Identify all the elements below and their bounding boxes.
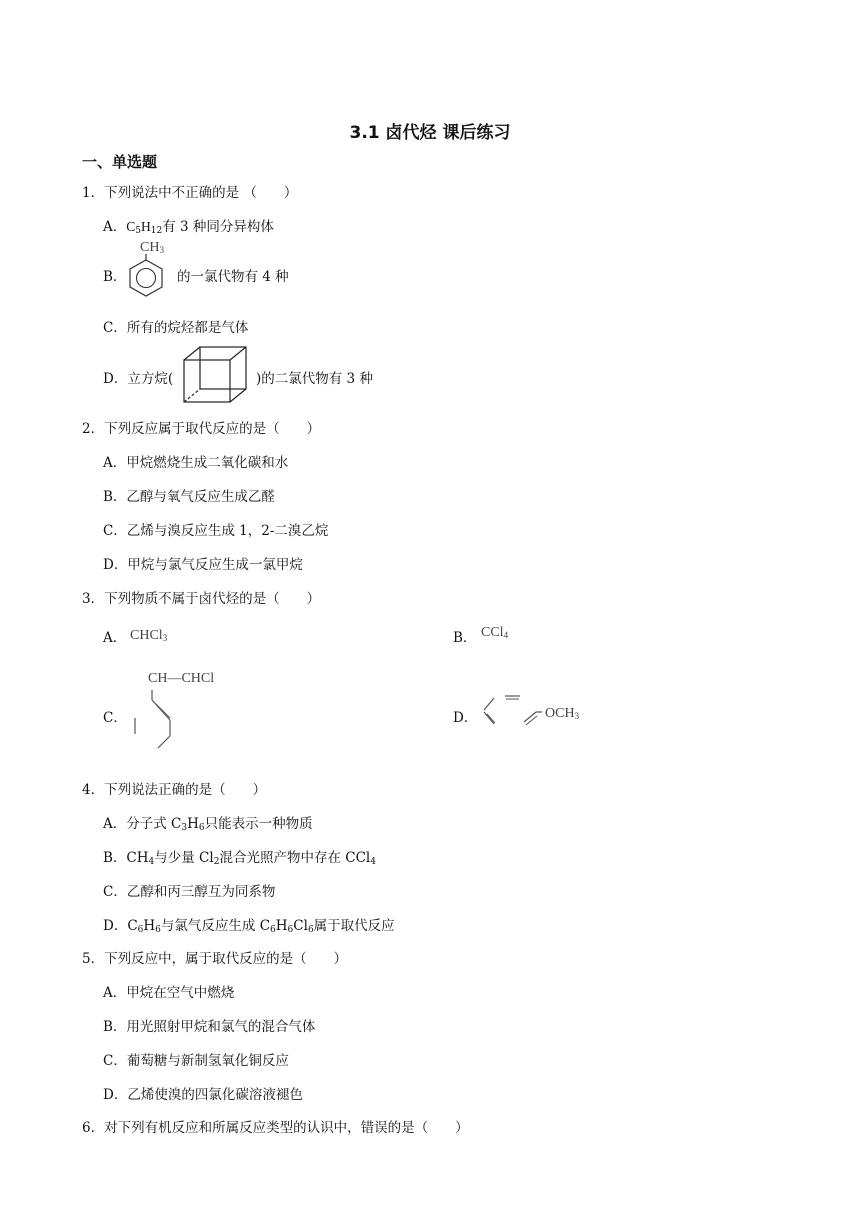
q3-option-c-formula: CH—CHCl: [148, 671, 215, 686]
q3-option-b-formula: CCl$_4$: [481, 625, 509, 640]
q3-option-b-label: B．: [453, 630, 477, 646]
question-3-stem: 3．下列物质不属于卤代烃的是（ ）: [82, 591, 321, 607]
q1-option-a: A．$C_5H_{12}$有 3 种同分异构体: [103, 219, 274, 236]
section-heading: 一、单选题: [82, 153, 158, 171]
anisole-ring-fragment: [480, 692, 550, 728]
q1-option-b-text: 的一氯代物有 4 种: [177, 269, 289, 285]
cubane-structure: [180, 344, 250, 404]
question-4-stem: 4．下列说法正确的是（ ）: [82, 782, 267, 798]
toluene-structure: [126, 254, 166, 298]
q5-option-a: A．甲烷在空气中燃烧: [103, 985, 235, 1001]
q1-option-d-text: )的二氯代物有 3 种: [256, 371, 373, 387]
question-1-stem: 1．下列说法中不正确的是 （ ）: [82, 185, 298, 201]
question-5-stem: 5．下列反应中，属于取代反应的是（ ）: [82, 951, 348, 967]
q3-option-c-label: C．: [103, 710, 127, 726]
toluene-ch3-label: $CH_3$: [140, 240, 164, 255]
q4-option-c: C．乙醇和丙三醇互为同系物: [103, 884, 276, 900]
question-2-stem: 2．下列反应属于取代反应的是（ ）: [82, 421, 321, 437]
page-title: 3.1 卤代烃 课后练习: [349, 123, 511, 143]
q5-option-d: D．乙烯使溴的四氯化碳溶液褪色: [103, 1087, 303, 1103]
q2-option-a: A．甲烷燃烧生成二氧化碳和水: [103, 455, 289, 471]
q3-option-d-label: D．: [453, 710, 478, 726]
q1-option-c: C．所有的烷烃都是气体: [103, 320, 249, 336]
q5-option-c: C．葡萄糖与新制氢氧化铜反应: [103, 1053, 289, 1069]
q4-option-b: B．$CH_4$与少量 $Cl_2$混合光照产物中存在 CCl$_4$: [103, 850, 376, 867]
q5-option-b: B．用光照射甲烷和氯气的混合气体: [103, 1019, 316, 1035]
q1-option-b-label: B．: [103, 269, 127, 285]
q2-option-d: D．甲烷与氯气反应生成一氯甲烷: [103, 557, 303, 573]
q3-option-d-formula: $OCH_3$: [545, 706, 580, 721]
q2-option-c: C．乙烯与溴反应生成 1，2-二溴乙烷: [103, 523, 329, 539]
q2-option-b: B．乙醇与氧气反应生成乙醛: [103, 489, 275, 505]
q3-option-a-formula: CHCl$_3$: [130, 628, 168, 643]
question-6-stem: 6．对下列有机反应和所属反应类型的认识中，错误的是（ ）: [82, 1120, 469, 1136]
q3-option-a-label: A．: [103, 630, 127, 646]
styryl-ring-fragment: [130, 690, 180, 750]
q4-option-d: D．$C_6H_6$与氯气反应生成 $C_6H_6Cl_6$属于取代反应: [103, 918, 395, 935]
q1-option-d-label: D．立方烷(: [103, 371, 174, 387]
q4-option-a: A．分子式 $C_3H_6$只能表示一种物质: [103, 816, 313, 833]
